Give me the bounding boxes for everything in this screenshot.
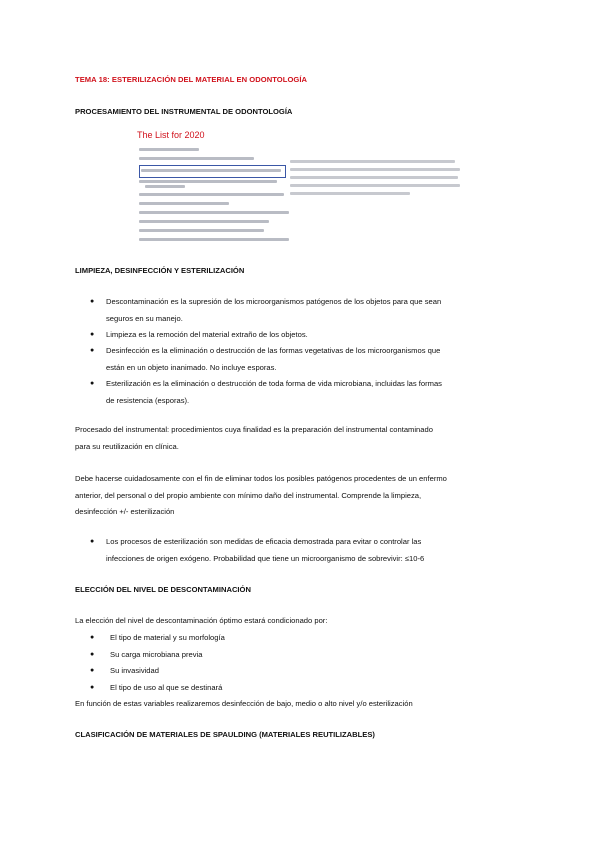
bullet-icon: ● [90, 684, 95, 691]
paragraph-line: Debe hacerse cuidadosamente con el fin de eliminar todos los posibles patógenos procedentes de un enfermo [75, 474, 447, 483]
list-item [106, 327, 308, 344]
list-item-line: de resistencia (esporas). [106, 395, 190, 405]
list-item: El tipo de uso al que se destinará [110, 683, 223, 692]
page-title: TEMA 18: ESTERILIZACIÓN DEL MATERIAL EN ODONTOLOGÍA [75, 75, 308, 84]
list-item-line: Desinfección es la eliminación o destrucción de las formas vegetativas de los microorganismos que [106, 346, 441, 355]
figure-line [139, 220, 269, 223]
list-item [106, 534, 527, 567]
figure-title: The List for 2020 [137, 130, 205, 140]
heading-spaulding: CLASIFICACIÓN DE MATERIALES DE SPAULDING (MATERIALES REUTILIZABLES) [75, 730, 375, 739]
bullet-icon: ● [90, 538, 95, 545]
paragraph-line: para su reutilización en clínica. [75, 441, 179, 451]
paragraph-variables: En función de estas variables realizaremos desinfección de bajo, medio o alto nivel y/o esterilización [75, 699, 413, 708]
heading-limpieza: LIMPIEZA, DESINFECCIÓN Y ESTERILIZACIÓN [75, 266, 245, 275]
quote-line [290, 160, 455, 163]
list-item [106, 294, 527, 327]
list-item [106, 343, 527, 376]
bullet-icon: ● [90, 634, 95, 641]
quote-line [290, 192, 410, 195]
paragraph-limpieza [75, 471, 527, 521]
figure-line [139, 229, 264, 232]
figure-line [139, 148, 199, 151]
list-item: Su carga microbiana previa [110, 650, 203, 659]
list-item-line: Limpieza es la remoción del material extraño de los objetos. [106, 330, 308, 339]
list-item-line: infecciones de origen exógeno. Probabilidad que tiene un microorganismo de sobrevivir: ≤10-6 [106, 553, 425, 563]
paragraph-line: desinfección +/- esterilización [75, 507, 175, 516]
list-item: El tipo de material y su morfología [110, 633, 225, 642]
paragraph-line: Procesado del instrumental: procedimientos cuya finalidad es la preparación del instrumental contaminado [75, 425, 433, 434]
figure-line [139, 202, 229, 205]
bullet-icon: ● [90, 298, 95, 305]
figure-line [139, 211, 289, 214]
paragraph-procesado [75, 422, 527, 455]
list-item-line: Descontaminación es la supresión de los microorganismos patógenos de los objetos para que sean [106, 297, 442, 306]
bullet-icon: ● [90, 651, 95, 658]
list-item [106, 376, 527, 409]
list-item: Su invasividad [110, 666, 159, 675]
figure-line [145, 185, 185, 188]
paragraph-line: anterior, del personal o del propio ambiente con mínimo daño del instrumental. Comprende la limpieza, [75, 490, 422, 500]
list-item-line: Los procesos de esterilización son medidas de eficacia demostrada para evitar o controlar las [106, 537, 422, 546]
list-item-line: están en un objeto inanimado. No incluye esporas. [106, 362, 277, 372]
heading-procesamiento: PROCESAMIENTO DEL INSTRUMENTAL DE ODONTOLOGÍA [75, 107, 293, 116]
heading-eleccion: ELECCIÓN DEL NIVEL DE DESCONTAMINACIÓN [75, 585, 251, 594]
paragraph-eleccion: La elección del nivel de descontaminación óptimo estará condicionado por: [75, 616, 328, 625]
figure-line [139, 180, 277, 183]
quote-line [290, 168, 460, 171]
list-item-line: Esterilización es la eliminación o destrucción de toda forma de vida microbiana, incluidas las formas [106, 379, 442, 388]
bullet-icon: ● [90, 667, 95, 674]
bullet-icon: ● [90, 347, 95, 354]
list-item-line: seguros en su manejo. [106, 313, 183, 323]
embedded-figure [137, 130, 290, 245]
bullet-icon: ● [90, 331, 95, 338]
figure-line [139, 193, 284, 196]
figure-line [141, 169, 281, 172]
quote-line [290, 176, 458, 179]
bullet-icon: ● [90, 380, 95, 387]
figure-line [139, 157, 254, 160]
quote-line [290, 184, 460, 187]
figure-line [139, 238, 289, 241]
